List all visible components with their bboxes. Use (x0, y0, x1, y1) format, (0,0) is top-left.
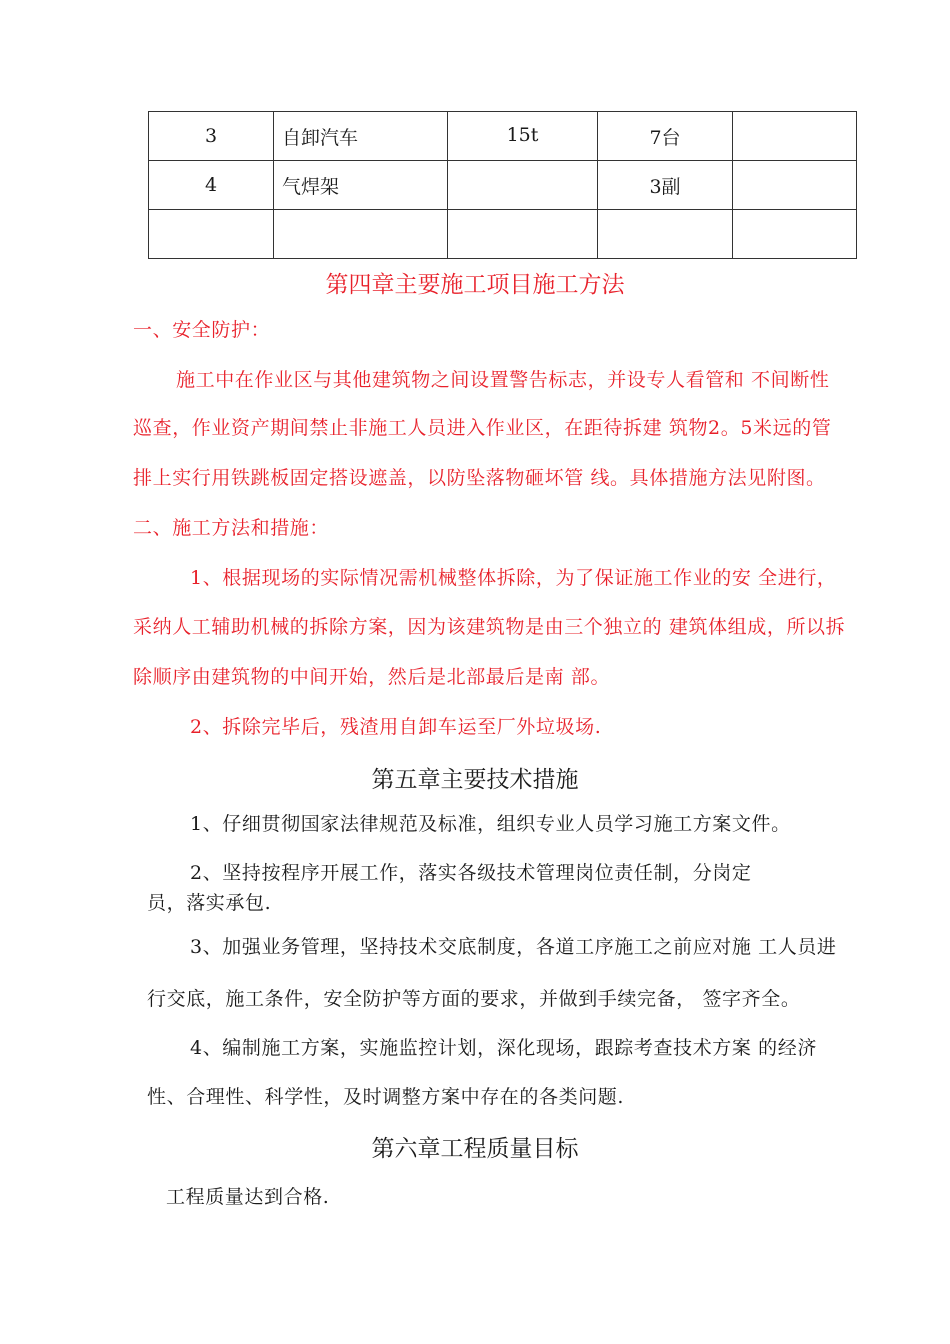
table-row (149, 210, 857, 259)
section-1-line: 施工中在作业区与其他建筑物之间设置警告标志，并设专人看管和 不间断性 (176, 369, 830, 391)
cell-remark (733, 161, 857, 210)
equipment-table (148, 111, 857, 259)
cell-spec (448, 210, 598, 259)
section-2-para-line: 除顺序由建筑物的中间开始，然后是北部最后是南 部。 (133, 666, 611, 688)
section-1-line: 巡查，作业资产期间禁止非施工人员进入作业区，在距待拆建 筑物2。5米远的管 (133, 417, 832, 439)
section-1-line: 排上实行用铁跳板固定搭设遮盖，以防坠落物砸坏管 线。具体措施方法见附图。 (133, 467, 826, 489)
chapter-4-title: 第四章主要施工项目施工方法 (325, 272, 625, 298)
cell-no: 3 (149, 112, 274, 161)
chapter-5-title: 第五章主要技术措施 (371, 767, 579, 793)
cell-spec (448, 161, 598, 210)
cell-spec: 15t (448, 112, 598, 161)
ch5-para-1: 1、仔细贯彻国家法律规范及标准，组织专业人员学习施工方案文件。 (190, 813, 791, 835)
cell-qty: 7台 (598, 112, 733, 161)
ch6-para-1: 工程质量达到合格. (166, 1186, 330, 1208)
cell-no (149, 210, 274, 259)
section-2-para-line: 采纳人工辅助机械的拆除方案，因为该建筑物是由三个独立的 建筑体组成，所以拆 (133, 616, 846, 638)
section-2-para-line: 1、根据现场的实际情况需机械整体拆除，为了保证施工作业的安 全进行， (190, 567, 837, 589)
cell-qty: 3副 (598, 161, 733, 210)
table-row (149, 112, 857, 161)
ch5-para-2-line: 员，落实承包. (147, 892, 272, 914)
section-1-title: 一、安全防护： (133, 319, 271, 341)
chapter-6-title: 第六章工程质量目标 (371, 1136, 579, 1162)
cell-name (274, 210, 448, 259)
ch5-para-3-line: 3、加强业务管理，坚持技术交底制度，各道工序施工之前应对施 工人员进 (190, 936, 837, 958)
cell-remark (733, 112, 857, 161)
cell-remark (733, 210, 857, 259)
ch5-para-4-line: 4、编制施工方案，实施监控计划，深化现场，跟踪考查技术方案 的经济 (190, 1037, 817, 1059)
ch5-para-2-line: 2、坚持按程序开展工作，落实各级技术管理岗位责任制，分岗定 (190, 862, 752, 884)
cell-name: 气焊架 (274, 161, 448, 210)
ch5-para-3-line: 行交底，施工条件，安全防护等方面的要求，并做到手续完备， 签字齐全。 (147, 988, 801, 1010)
cell-name: 自卸汽车 (274, 112, 448, 161)
ch5-para-4-line: 性、合理性、科学性，及时调整方案中存在的各类问题. (147, 1086, 625, 1108)
section-2-title: 二、施工方法和措施： (133, 517, 330, 539)
section-2-para-2: 2、拆除完毕后，残渣用自卸车运至厂外垃圾场. (190, 716, 602, 738)
table-row (149, 161, 857, 210)
cell-qty (598, 210, 733, 259)
cell-no: 4 (149, 161, 274, 210)
